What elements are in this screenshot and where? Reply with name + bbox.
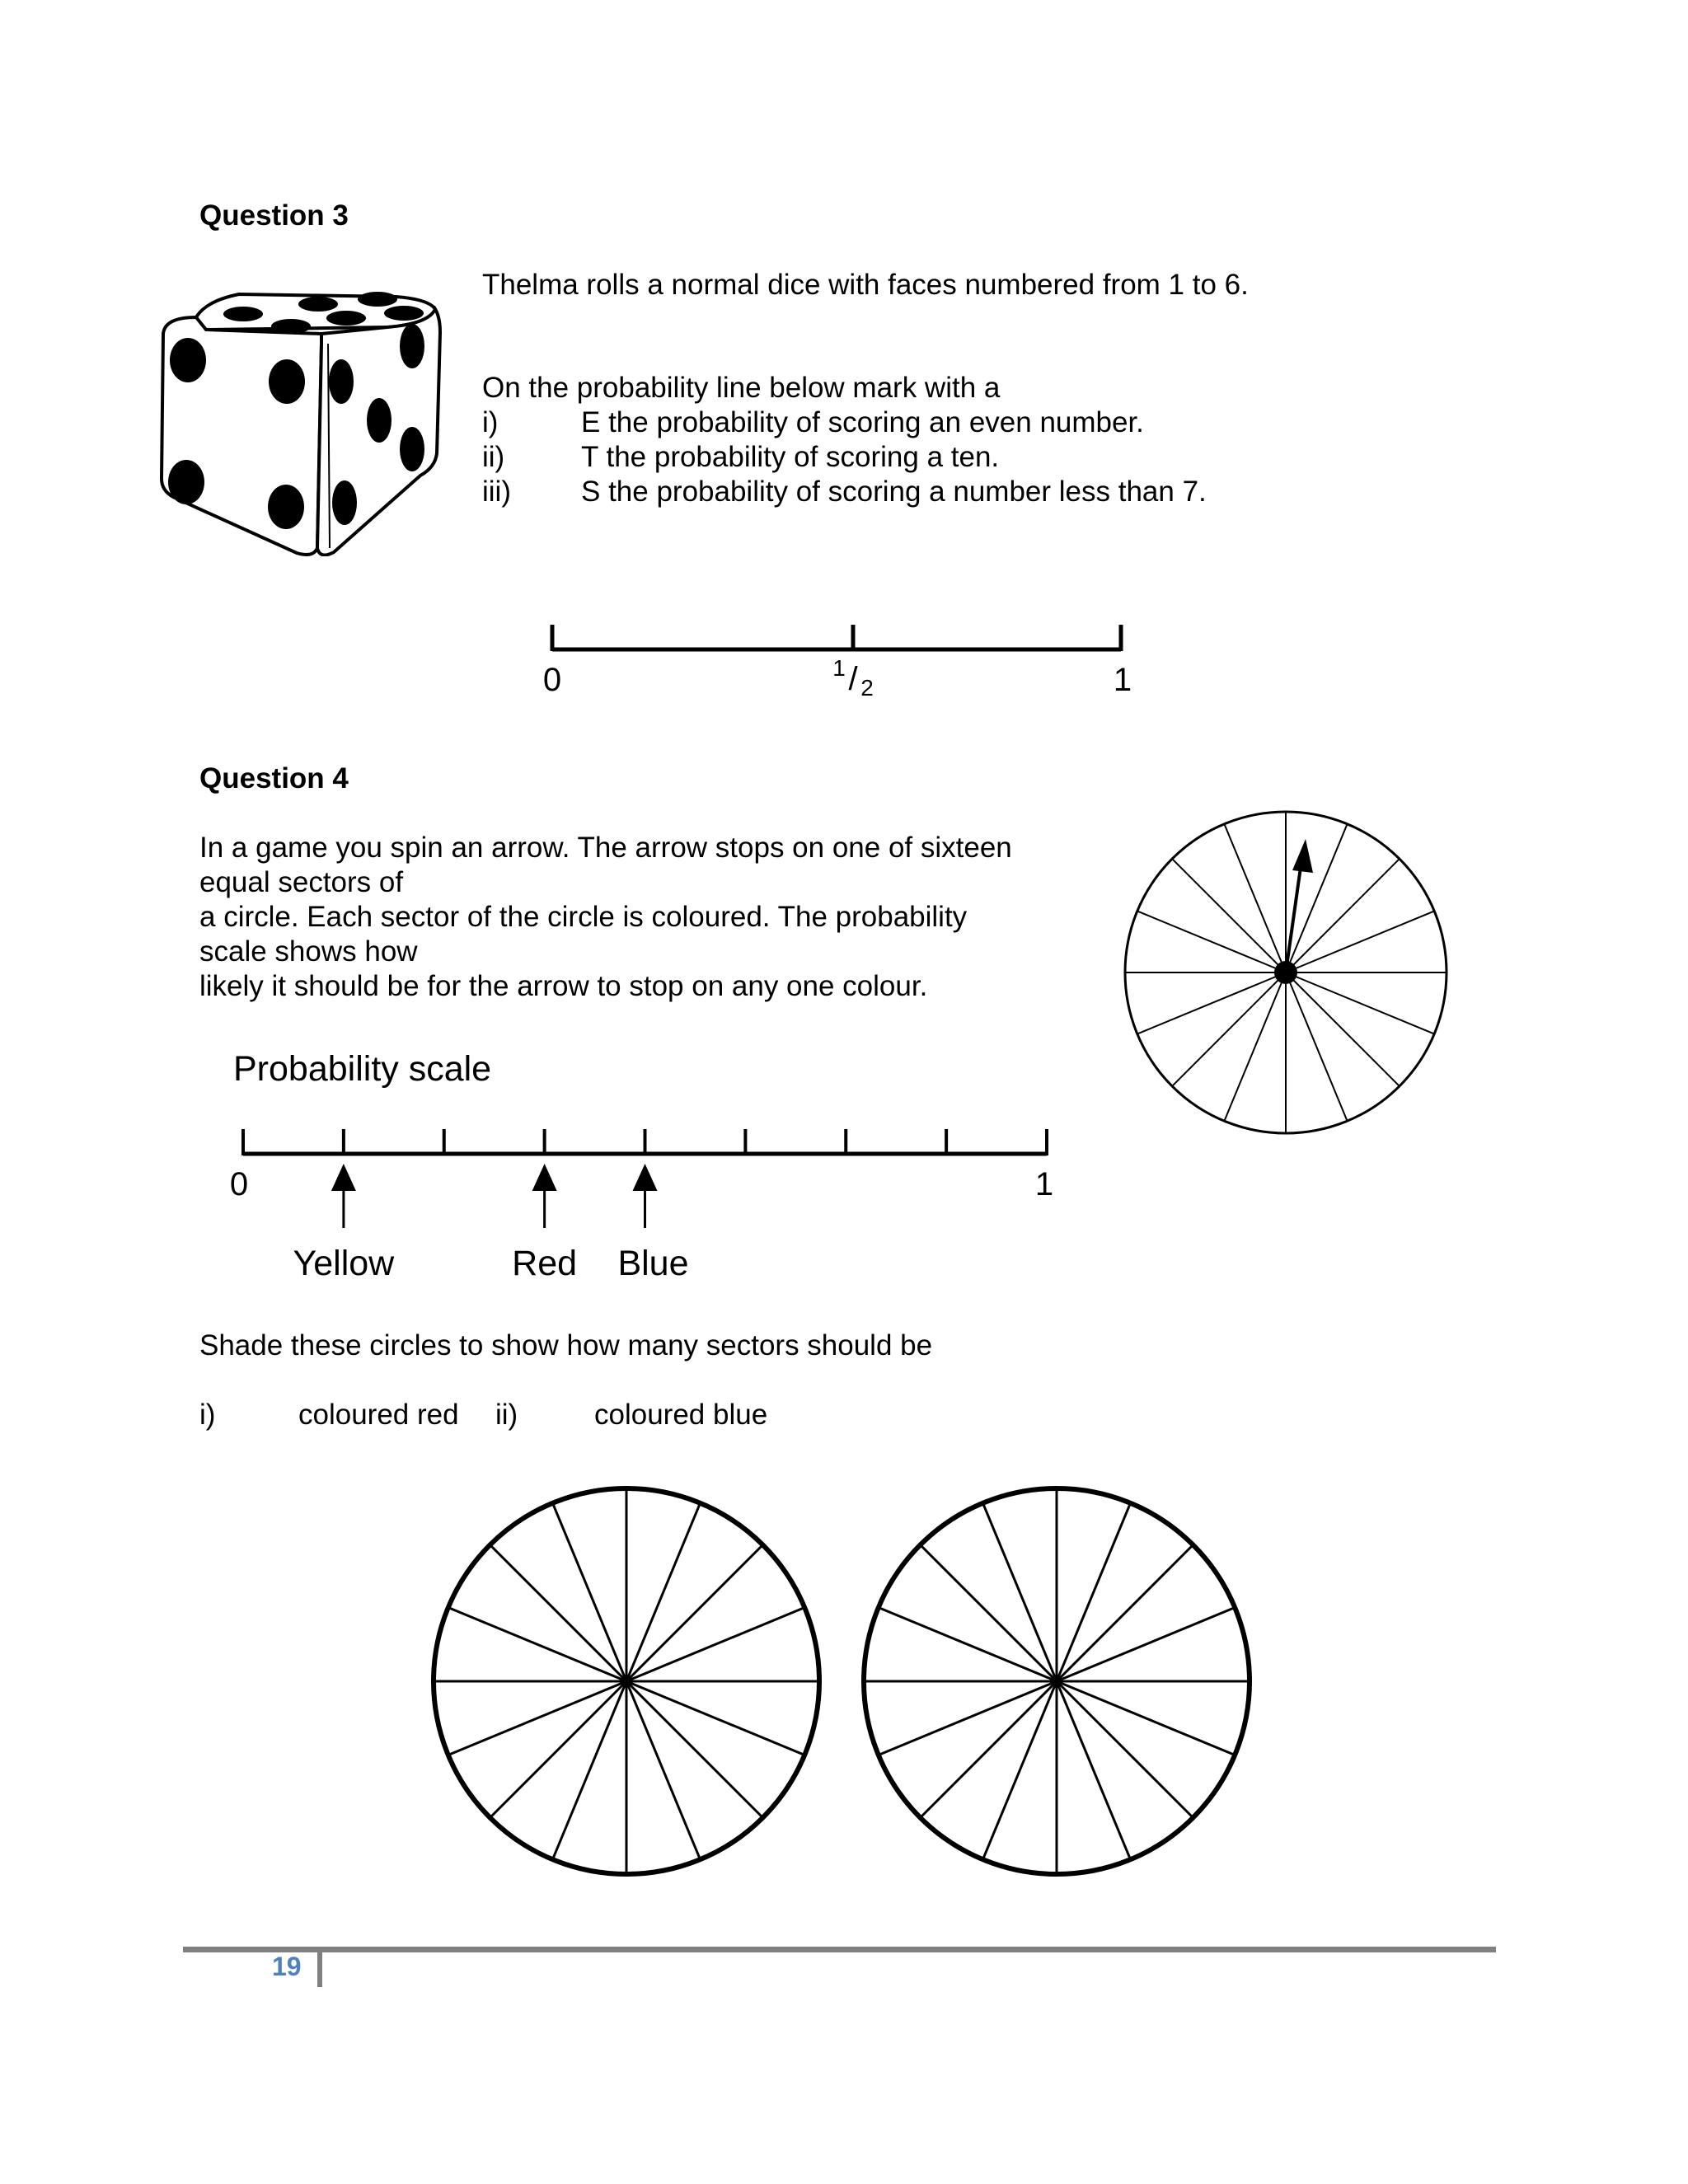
spinner-pivot: [1274, 961, 1297, 984]
sector-divider: [1172, 859, 1286, 972]
probability-scale-title: Probability scale: [233, 1049, 492, 1089]
sector-divider: [921, 1545, 1057, 1682]
probability-line-label-start: 0: [542, 662, 562, 698]
sector-divider: [1172, 972, 1286, 1086]
list-item-text: E the probability of scoring an even number.: [581, 406, 1144, 438]
marker-arrow-icon: [532, 1164, 557, 1191]
sector-divider: [1286, 972, 1400, 1086]
answer-circle-blue[interactable]: [859, 1483, 1254, 1879]
list-item-number: i): [482, 406, 499, 438]
list-item-number: ii): [482, 441, 505, 473]
part-ii-number: ii): [495, 1399, 518, 1431]
probability-line-label-end: 1: [1113, 662, 1132, 698]
marker-label-yellow: Yellow: [293, 1244, 395, 1283]
footer-rule: [183, 1947, 1496, 1952]
part-i-text: coloured red: [298, 1399, 459, 1431]
dice-icon: [157, 284, 445, 556]
paragraph-line: scale shows how: [199, 935, 418, 968]
probability-scale: [223, 1113, 1071, 1294]
question-3-intro: Thelma rolls a normal dice with faces numbered from 1 to 6.: [482, 269, 1249, 301]
sector-divider: [490, 1545, 627, 1682]
sector-divider: [626, 1545, 763, 1682]
list-item-text: S the probability of scoring a number less than 7.: [581, 476, 1207, 508]
list-item-text: T the probability of scoring a ten.: [581, 441, 1000, 473]
sector-divider: [1286, 859, 1400, 972]
sector-divider: [1057, 1681, 1193, 1818]
footer-tick: [317, 1949, 322, 1987]
question-3-instruction: On the probability line below mark with a: [482, 372, 1001, 404]
answer-circle-red[interactable]: [429, 1483, 824, 1879]
marker-label-red: Red: [512, 1244, 578, 1283]
shade-instruction: Shade these circles to show how many sectors should be: [199, 1329, 933, 1361]
sector-divider: [626, 1681, 763, 1818]
list-item: [482, 405, 1306, 440]
marker-arrow-icon: [331, 1164, 356, 1191]
probability-scale-label-end: 1: [1034, 1166, 1054, 1202]
probability-line-label-half-numerator: 1: [832, 655, 846, 681]
marker-label-blue: Blue: [617, 1244, 689, 1283]
spinner-arrow-icon: [1292, 839, 1313, 873]
paragraph-line: In a game you spin an arrow. The arrow stops on one of sixteen: [199, 832, 1012, 864]
sector-divider: [1057, 1545, 1193, 1682]
spinner-circle: [1121, 808, 1451, 1137]
probability-line-label-half-denominator: 2: [860, 675, 874, 701]
probability-line-q3: [528, 610, 1137, 709]
list-item: [482, 440, 1306, 475]
probability-scale-label-start: 0: [229, 1166, 249, 1202]
sector-divider: [921, 1681, 1057, 1818]
question-3-list: [482, 405, 1306, 509]
page-number: 19: [272, 1952, 302, 1981]
part-i-number: i): [199, 1399, 216, 1431]
spinner-arrow-shaft: [1286, 855, 1302, 972]
list-item-number: iii): [482, 476, 511, 508]
question-3-heading: Question 3: [199, 199, 349, 232]
question-4-paragraph: [199, 831, 1012, 1004]
marker-arrow-icon: [633, 1164, 658, 1191]
probability-line-label-half-separator: /: [848, 661, 858, 697]
question-4-heading: Question 4: [199, 762, 349, 794]
sector-divider: [490, 1681, 627, 1818]
paragraph-line: a circle. Each sector of the circle is coloured. The probability: [199, 901, 968, 933]
list-item: [482, 475, 1306, 509]
paragraph-line: equal sectors of: [199, 866, 404, 898]
part-ii-text: coloured blue: [594, 1399, 768, 1431]
paragraph-line: likely it should be for the arrow to stop on any one colour.: [199, 970, 928, 1002]
